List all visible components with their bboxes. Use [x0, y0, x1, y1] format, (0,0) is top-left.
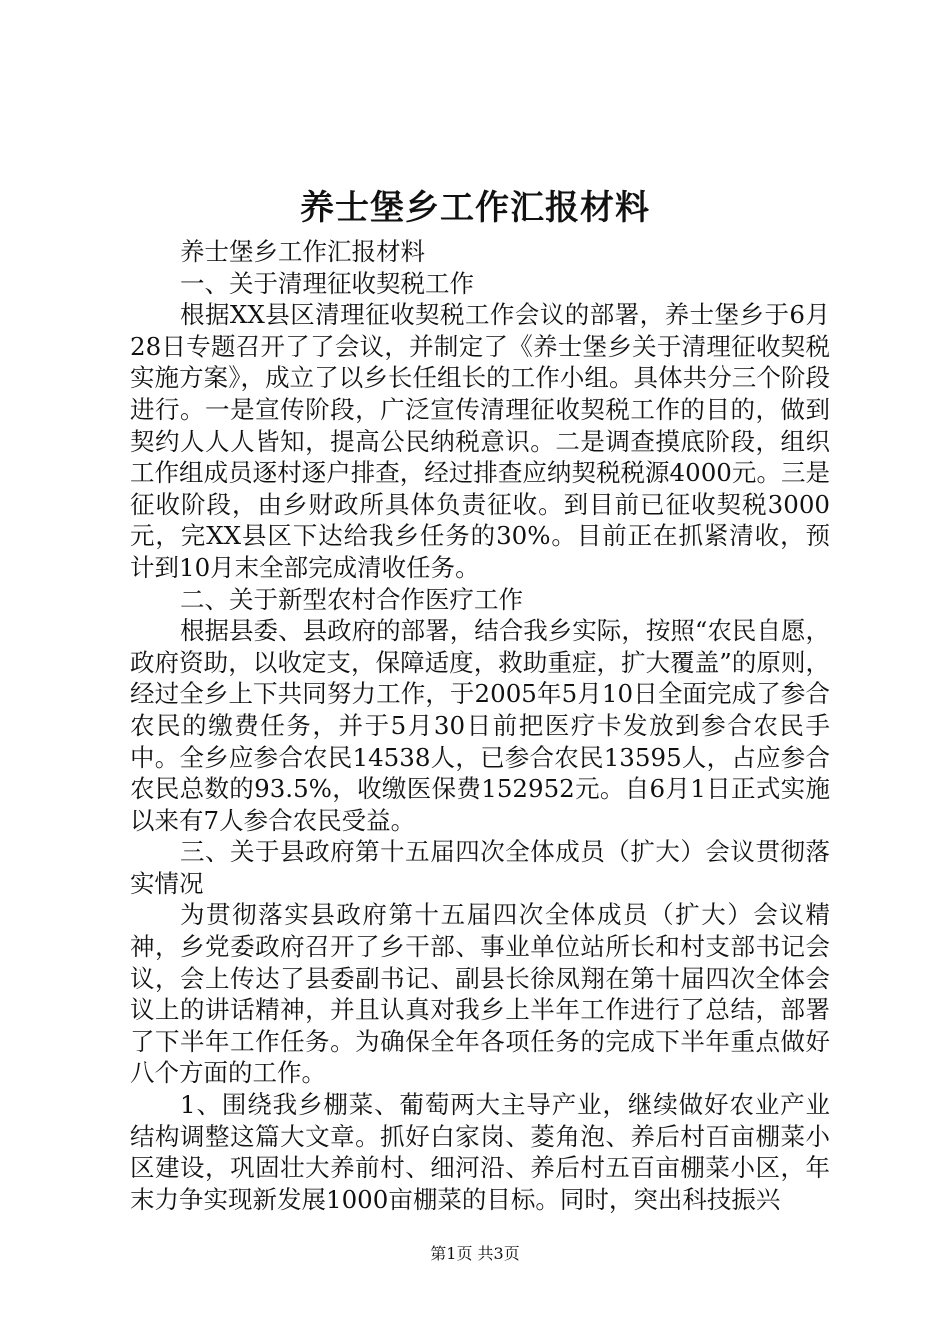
page-number-footer: 第1页 共3页 — [430, 1244, 520, 1263]
section-heading-2: 二、关于新型农村合作医疗工作 — [180, 584, 523, 614]
paragraph-meeting: 为贯彻落实县政府第十五届四次全体成员（扩大）会议精神，乡党委政府召开了乡干部、事业单位站所长和村支部书记会议，会上传达了县委副书记、副县长徐凤翔在第十届四次全体会议上的讲话精神，并且认真对我乡上半年工作进行了总结，部署了下半年工作任务。为确保全年各项任务的完成下半年重点做好八个方面的工作。 — [130, 900, 830, 1088]
section-heading-3: 三、关于县政府第十五届四次全体成员（扩大）会议贯彻落实情况 — [130, 837, 830, 898]
paragraph-rural-medical: 根据县委、县政府的部署，结合我乡实际，按照“农民自愿，政府资助，以收定支，保障适度，救助重症，扩大覆盖”的原则，经过全乡上下共同努力工作，于2005年5月10日全面完成了参合农民的缴费任务，并于5月30日前把医疗卡发放到参合农民手中。全乡应参合农民14538人，已参合农民13595人，占应参合农民总数的93.5%，收缴医保费152952元。自6月1日正式实施以来有7人参合农民受益。 — [130, 616, 830, 835]
document-body — [130, 236, 830, 1215]
paragraph-subtitle: 养士堡乡工作汇报材料 — [180, 237, 425, 266]
document-title: 养士堡乡工作汇报材料 — [300, 188, 650, 228]
paragraph-contract-tax: 根据XX县区清理征收契税工作会议的部署，养士堡乡于6月28日专题召开了了会议，并制定了《养士堡乡关于清理征收契税实施方案》，成立了以乡长任组长的工作小组。具体共分三个阶段进行。一是宣传阶段，广泛宣传清理征收契税工作的目的，做到契约人人人皆知，提高公民纳税意识。二是调查摸底阶段，组织工作组成员逐村逐户排查，经过排查应纳契税税源4000元。三是征收阶段，由乡财政所具体负责征收。到目前已征收契税3000元，完XX县区下达给我乡任务的30%。目前正在抓紧清收，预计到10月末全部完成清收任务。 — [130, 300, 830, 582]
section-heading-1: 一、关于清理征收契税工作 — [180, 268, 474, 298]
paragraph-item-1: 1、围绕我乡棚菜、葡萄两大主导产业，继续做好农业产业结构调整这篇大文章。抓好白家岗、菱角泡、养后村百亩棚菜小区建设，巩固壮大养前村、细河沿、养后村五百亩棚菜小区，年末力争实现新发展1000亩棚菜的目标。同时，突出科技振兴 — [130, 1090, 830, 1214]
